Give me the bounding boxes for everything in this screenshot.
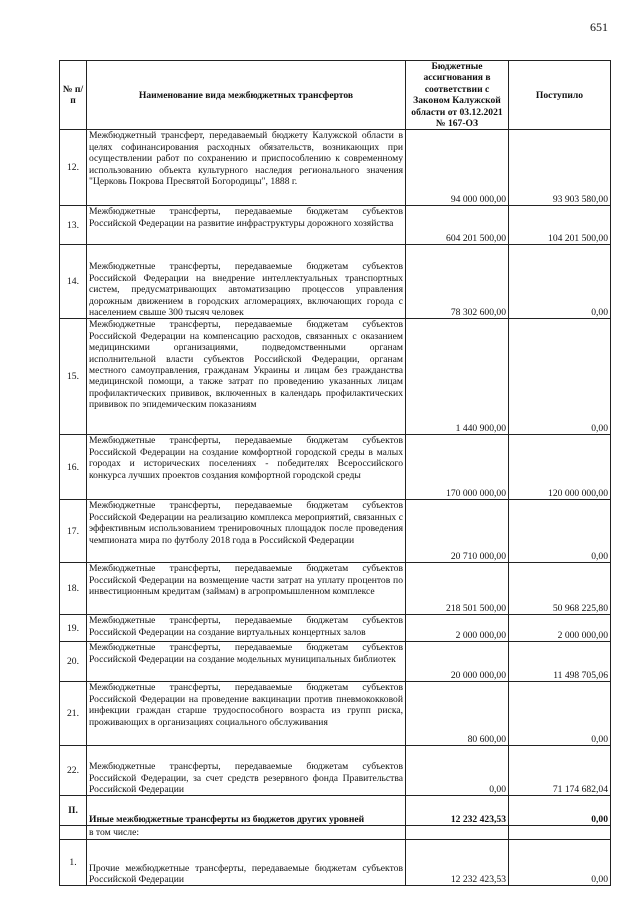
- row-name-text: Межбюджетные трансферты, передаваемые бюджетам субъектов Российской Федерации на создание виртуальных концертных залов: [89, 615, 403, 638]
- row-received: 0,00: [509, 682, 611, 746]
- row-number: 22.: [60, 746, 87, 796]
- transfers-table: [59, 60, 611, 886]
- row-received: 0,00: [509, 245, 611, 319]
- row-number: 1.: [60, 840, 87, 886]
- row-received: 0,00: [509, 840, 611, 886]
- row-received: 0,00: [509, 319, 611, 435]
- table-header-row: [60, 61, 611, 130]
- row-budget: 170 000 000,00: [406, 435, 509, 500]
- including-row: [60, 826, 611, 840]
- row-number: 18.: [60, 563, 87, 615]
- row-name-text: Межбюджетные трансферты, передаваемые бюджетам субъектов Российской Федерации на внедрение интеллектуальных транспортных систем, предусматривающих автоматизацию процессов управления дорожным движением в городских агломерациях, включающих города с населением свыше 300 тысяч человек: [89, 261, 403, 319]
- row-number: 17.: [60, 500, 87, 563]
- row-received: 11 498 705,06: [509, 642, 611, 682]
- row-received: 50 968 225,80: [509, 563, 611, 615]
- row-received: 93 903 580,00: [509, 130, 611, 206]
- row-number: 19.: [60, 615, 87, 642]
- row-name: [87, 563, 406, 615]
- row-received: 0,00: [509, 500, 611, 563]
- row-number: 13.: [60, 206, 87, 245]
- row-name-text: Межбюджетные трансферты, передаваемые бюджетам субъектов Российской Федерации на возмещение части затрат на уплату процентов по инвестиционным кредитам (займам) в агропромышленном комплексе: [89, 563, 403, 598]
- row-name: [87, 746, 406, 796]
- row-received: 120 000 000,00: [509, 435, 611, 500]
- row-name: [87, 642, 406, 682]
- row-name-text: Межбюджетные трансферты, передаваемые бюджетам субъектов Российской Федерации на создание комфортной городской среды в малых городах и исторических поселениях - победителях Всероссийского конкурса лучших проектов создания комфортной городской среды: [89, 435, 403, 481]
- row-received: 104 201 500,00: [509, 206, 611, 245]
- section-row: [60, 796, 611, 826]
- including-num-cell: [60, 826, 87, 840]
- row-name: [87, 206, 406, 245]
- row-name: [87, 435, 406, 500]
- row-name: [87, 245, 406, 319]
- row-name-text: Межбюджетные трансферты, передаваемые бюджетам субъектов Российской Федерации, за счет средств резервного фонда Правительства Российской Федерации: [89, 761, 403, 796]
- row-budget: 218 501 500,00: [406, 563, 509, 615]
- section-budget: 12 232 423,53: [406, 796, 509, 826]
- row-number: 20.: [60, 642, 87, 682]
- row-name-text: Межбюджетные трансферты, передаваемые бюджетам субъектов Российской Федерации на проведение вакцинации против пневмококковой инфекции граждан старше трудоспособного возраста из групп риска, проживающих в организациях социального обслуживания: [89, 682, 403, 728]
- row-received: 71 174 682,04: [509, 746, 611, 796]
- row-number: 16.: [60, 435, 87, 500]
- table-row: [60, 245, 611, 319]
- row-number: 14.: [60, 245, 87, 319]
- table-row: [60, 615, 611, 642]
- table-row: [60, 206, 611, 245]
- table-row: [60, 642, 611, 682]
- row-name-text: Межбюджетные трансферты, передаваемые бюджетам субъектов Российской Федерации на создание модельных муниципальных библиотек: [89, 642, 403, 665]
- row-budget: 20 000 000,00: [406, 642, 509, 682]
- row-budget: 604 201 500,00: [406, 206, 509, 245]
- table-row: [60, 682, 611, 746]
- row-name-text: Межбюджетный трансферт, передаваемый бюджету Калужской области в целях софинансирования расходных обязательств, возникающих при осуществлении работ по сохранению и приспособлению к современному использованию объекта культурного наследия регионального значения "Церковь Покрова Пресвятой Богородицы", 1888 г.: [89, 130, 403, 188]
- including-received-cell: [509, 826, 611, 840]
- header-num: № п/п: [60, 61, 87, 130]
- row-budget: 80 600,00: [406, 682, 509, 746]
- including-budget-cell: [406, 826, 509, 840]
- row-number: 15.: [60, 319, 87, 435]
- table-row: [60, 840, 611, 886]
- row-budget: 0,00: [406, 746, 509, 796]
- row-number: 21.: [60, 682, 87, 746]
- row-budget: 94 000 000,00: [406, 130, 509, 206]
- row-name-text: Прочие межбюджетные трансферты, передаваемые бюджетам субъектов Российской Федерации: [89, 862, 403, 886]
- row-received: 2 000 000,00: [509, 615, 611, 642]
- table-row: [60, 130, 611, 206]
- row-name-text: Межбюджетные трансферты, передаваемые бюджетам субъектов Российской Федерации на реализацию комплекса мероприятий, связанных с эффективным использованием тренировочных площадок после проведения чемпионата мира по футболу 2018 года в Российской Федерации: [89, 500, 403, 546]
- row-name-text: Межбюджетные трансферты, передаваемые бюджетам субъектов Российской Федерации на развитие инфраструктуры дорожного хозяйства: [89, 206, 403, 229]
- table-row: [60, 746, 611, 796]
- row-name: [87, 130, 406, 206]
- table-row: [60, 435, 611, 500]
- row-budget: 2 000 000,00: [406, 615, 509, 642]
- row-name: [87, 500, 406, 563]
- section-number: II.: [60, 796, 87, 826]
- table-row: [60, 319, 611, 435]
- header-received: Поступило: [509, 61, 611, 130]
- section-received: 0,00: [509, 796, 611, 826]
- row-number: 12.: [60, 130, 87, 206]
- row-budget: 1 440 900,00: [406, 319, 509, 435]
- row-name-text: Межбюджетные трансферты, передаваемые бюджетам субъектов Российской Федерации на компенсацию расходов, связанных с оказанием медицинскими организациями, подведомственными органам исполнительной власти субъектов Российской Федерации, органам местного самоуправления, гражданам Украины и лицам без гражданства медицинской помощи, а также затрат по проведению указанных лицам профилактических прививок, включенных в календарь профилактических прививок по эпидемическим показаниям: [89, 319, 403, 411]
- table-row: [60, 500, 611, 563]
- row-budget: 20 710 000,00: [406, 500, 509, 563]
- row-budget: 78 302 600,00: [406, 245, 509, 319]
- header-budget: Бюджетные ассигнования в соответствии с Законом Калужской области от 03.12.2021 № 167-ОЗ: [406, 61, 509, 130]
- section-name: Иные межбюджетные трансферты из бюджетов других уровней: [87, 796, 406, 826]
- row-name: [87, 319, 406, 435]
- row-name: [87, 615, 406, 642]
- page-number: 651: [590, 20, 608, 34]
- row-name: [87, 682, 406, 746]
- row-name: [87, 840, 406, 886]
- header-name: Наименование вида межбюджетных трансфертов: [87, 61, 406, 130]
- including-label: в том числе:: [87, 826, 406, 840]
- row-budget: 12 232 423,53: [406, 840, 509, 886]
- table-row: [60, 563, 611, 615]
